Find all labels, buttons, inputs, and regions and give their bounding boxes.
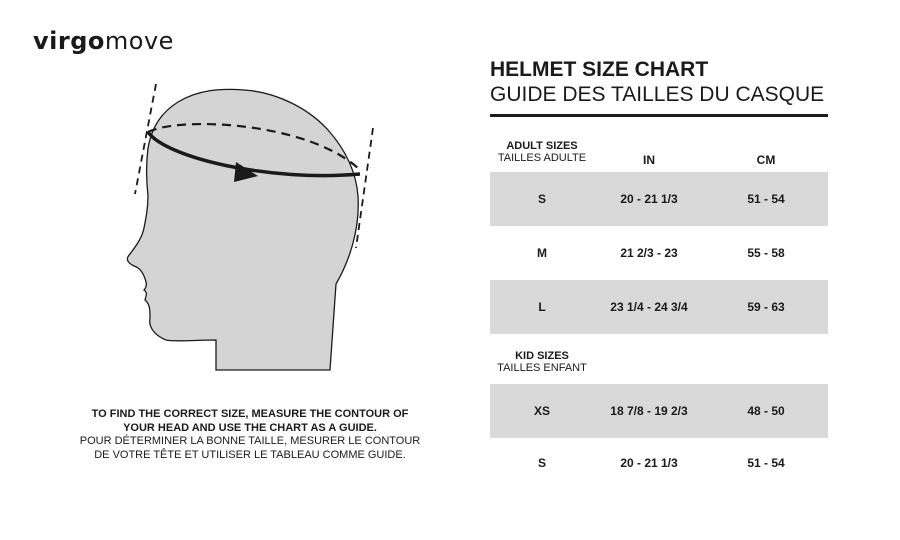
adult-sizes-label-fr: TAILLES ADULTE (497, 152, 587, 164)
head-measurement-illustration (120, 78, 390, 378)
table-row (490, 436, 828, 490)
guide-line-front (356, 128, 373, 248)
chart-title-block (490, 58, 828, 117)
kid-sizes-label-fr: TAILLES ENFANT (497, 362, 587, 374)
cell-size: M (537, 246, 547, 260)
instructions-fr-line-2: DE VOTRE TÊTE ET UTILISER LE TABLEAU COMME GUIDE. (94, 448, 406, 461)
table-row (490, 384, 828, 438)
adult-sizes-label-en: ADULT SIZES (506, 140, 578, 152)
cell-in: 20 - 21 1/3 (620, 456, 678, 470)
brand-logo (33, 27, 174, 55)
cell-size: XS (533, 404, 550, 418)
instructions-block (60, 408, 440, 462)
cell-cm: 51 - 54 (747, 456, 785, 470)
head-silhouette (127, 89, 358, 370)
instructions-en-line-1: TO FIND THE CORRECT SIZE, MEASURE THE CONTOUR OF (91, 408, 409, 420)
kid-sizes-label-en: KID SIZES (515, 350, 569, 362)
cell-size: S (537, 192, 546, 206)
chart-title-fr: GUIDE DES TAILLES DU CASQUE (490, 83, 825, 106)
kid-sizes-header (490, 350, 828, 374)
cell-in: 20 - 21 1/3 (620, 192, 678, 206)
cell-cm: 48 - 50 (747, 404, 785, 418)
cell-in: 21 2/3 - 23 (620, 246, 678, 260)
column-header-in: IN (643, 153, 655, 167)
brand-logo-bold: virgo (33, 27, 105, 55)
column-header-cm: CM (756, 153, 776, 167)
instructions-en-line-2: YOUR HEAD AND USE THE CHART AS A GUIDE. (123, 421, 377, 434)
table-row (490, 280, 828, 334)
table-row (490, 172, 828, 226)
cell-size: L (538, 300, 546, 314)
cell-cm: 59 - 63 (747, 300, 785, 314)
table-row (490, 226, 828, 280)
cell-cm: 51 - 54 (747, 192, 785, 206)
cell-cm: 55 - 58 (747, 246, 785, 260)
brand-logo-light: move (104, 27, 174, 55)
cell-in: 18 7/8 - 19 2/3 (610, 404, 688, 418)
title-divider (490, 114, 828, 117)
chart-title-en: HELMET SIZE CHART (490, 58, 709, 81)
cell-in: 23 1/4 - 24 3/4 (610, 300, 688, 314)
cell-size: S (537, 456, 546, 470)
instructions-fr-line-1: POUR DÉTERMINER LA BONNE TAILLE, MESURER LE CONTOUR (79, 435, 421, 447)
